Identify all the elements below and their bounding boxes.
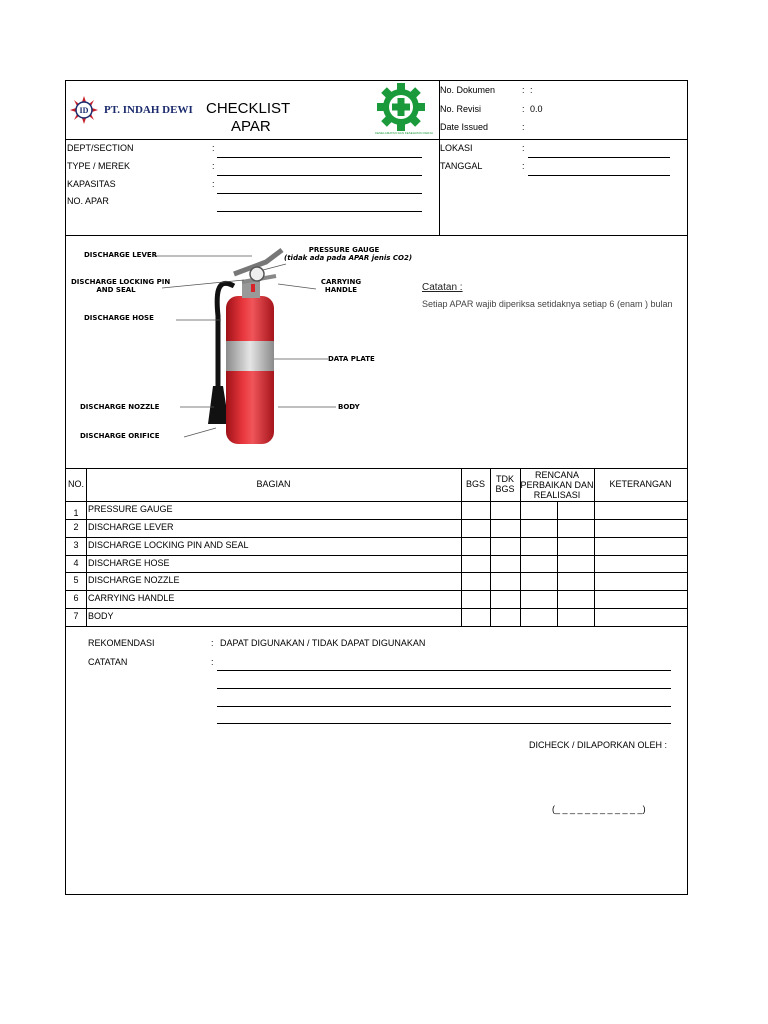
- label-discharge-hose: DISCHARGE HOSE: [84, 314, 154, 322]
- meta-doc-value: :: [530, 85, 533, 95]
- checklist-form: [65, 80, 688, 895]
- label-pressure-gauge: PRESSURE GAUGE (tidak ada pada APAR jenis CO2): [284, 246, 413, 262]
- company-logo-icon: [70, 96, 98, 124]
- info-tanggal-colon: :: [522, 161, 525, 171]
- info-tanggal-line[interactable]: [528, 175, 670, 176]
- info-kapasitas-label: KAPASITAS: [67, 179, 116, 189]
- catatan-colon: :: [211, 657, 214, 667]
- info-lokasi-line[interactable]: [528, 157, 670, 158]
- info-type-colon: :: [212, 161, 215, 171]
- catatan-line[interactable]: [217, 723, 671, 724]
- header-keterangan: KETERANGAN: [609, 479, 672, 489]
- table-col-line: [594, 468, 595, 626]
- info-lokasi-label: LOKASI: [440, 143, 473, 153]
- info-lokasi-colon: :: [522, 143, 525, 153]
- meta-revisi-colon: :: [522, 104, 525, 114]
- company-name: PT. INDAH DEWI: [104, 104, 193, 116]
- rekomendasi-label: REKOMENDASI: [88, 638, 155, 648]
- row-number: 1: [73, 508, 79, 518]
- k3-caption: KESELAMATAN DAN KESEHATAN KERJA: [375, 131, 433, 135]
- label-discharge-orifice: DISCHARGE ORIFICE: [80, 432, 160, 440]
- k3-safety-icon: [374, 83, 434, 139]
- catatan-line[interactable]: [217, 670, 671, 671]
- info-type-line[interactable]: [217, 175, 422, 176]
- table-col-line: [557, 501, 558, 626]
- info-noapar-label: NO. APAR: [67, 196, 109, 206]
- meta-revisi-label: No. Revisi: [440, 104, 482, 114]
- dicheck-label: DICHECK / DILAPORKAN OLEH :: [529, 740, 668, 750]
- catatan-line[interactable]: [217, 688, 671, 689]
- header-no: NO.: [67, 479, 84, 489]
- row-name: PRESSURE GAUGE: [88, 504, 173, 514]
- table-col-line: [86, 468, 87, 626]
- signature-line[interactable]: (_ _ _ _ _ _ _ _ _ _ _ _): [552, 804, 646, 814]
- row-number: 2: [73, 522, 79, 532]
- row-name: DISCHARGE HOSE: [88, 558, 170, 568]
- row-number: 5: [73, 575, 79, 585]
- info-kapasitas-line[interactable]: [217, 193, 422, 194]
- row-name: DISCHARGE LOCKING PIN AND SEAL: [88, 540, 249, 550]
- info-tanggal-label: TANGGAL: [440, 161, 483, 171]
- catatan-line[interactable]: [217, 706, 671, 707]
- row-name: DISCHARGE NOZZLE: [88, 575, 180, 585]
- header-tdk-bgs: TDK BGS: [495, 474, 515, 494]
- row-number: 6: [73, 593, 79, 603]
- label-discharge-lever: DISCHARGE LEVER: [84, 251, 158, 259]
- info-dept-line[interactable]: [217, 157, 422, 158]
- row-number: 7: [73, 611, 79, 621]
- row-name: CARRYING HANDLE: [88, 593, 175, 603]
- row-name: DISCHARGE LEVER: [88, 522, 174, 532]
- meta-doc-colon: :: [522, 85, 525, 95]
- rekomendasi-colon: :: [211, 638, 214, 648]
- info-kapasitas-colon: :: [212, 179, 215, 189]
- info-noapar-line[interactable]: [217, 211, 422, 212]
- row-number: 3: [73, 540, 79, 550]
- catatan-title: Catatan :: [422, 282, 463, 293]
- row-name: BODY: [88, 611, 114, 621]
- meta-date-colon: :: [522, 122, 525, 132]
- label-body: BODY: [338, 403, 360, 411]
- catatan-text: Setiap APAR wajib diperiksa setidaknya setiap 6 (enam ) bulan: [422, 299, 673, 309]
- header-bagian: BAGIAN: [256, 479, 291, 489]
- form-title-line1: CHECKLIST: [206, 100, 291, 117]
- table-col-line: [461, 468, 462, 626]
- rekomendasi-value[interactable]: DAPAT DIGUNAKAN / TIDAK DAPAT DIGUNAKAN: [220, 638, 426, 648]
- label-locking-pin: DISCHARGE LOCKING PIN AND SEAL: [71, 278, 171, 294]
- header-divider: [66, 139, 687, 140]
- table-bottom-border: [66, 626, 687, 627]
- form-title-line2: APAR: [231, 118, 271, 135]
- label-carrying-handle: CARRYING HANDLE: [320, 278, 362, 294]
- label-data-plate: DATA PLATE: [328, 355, 375, 363]
- info-dept-label: DEPT/SECTION: [67, 143, 134, 153]
- catatan-label: CATATAN: [88, 657, 128, 667]
- meta-revisi-value: 0.0: [530, 104, 543, 114]
- label-discharge-nozzle: DISCHARGE NOZZLE: [80, 403, 160, 411]
- header-bgs: BGS: [465, 479, 485, 489]
- extinguisher-diagram: [66, 236, 413, 468]
- header-rencana: RENCANA PERBAIKAN DAN REALISASI: [520, 470, 594, 500]
- meta-doc-label: No. Dokumen: [440, 85, 496, 95]
- info-dept-colon: :: [212, 143, 215, 153]
- info-type-label: TYPE / MEREK: [67, 161, 131, 171]
- row-number: 4: [73, 558, 79, 568]
- meta-date-label: Date Issued: [440, 122, 489, 132]
- logo-letters: ID: [79, 106, 89, 115]
